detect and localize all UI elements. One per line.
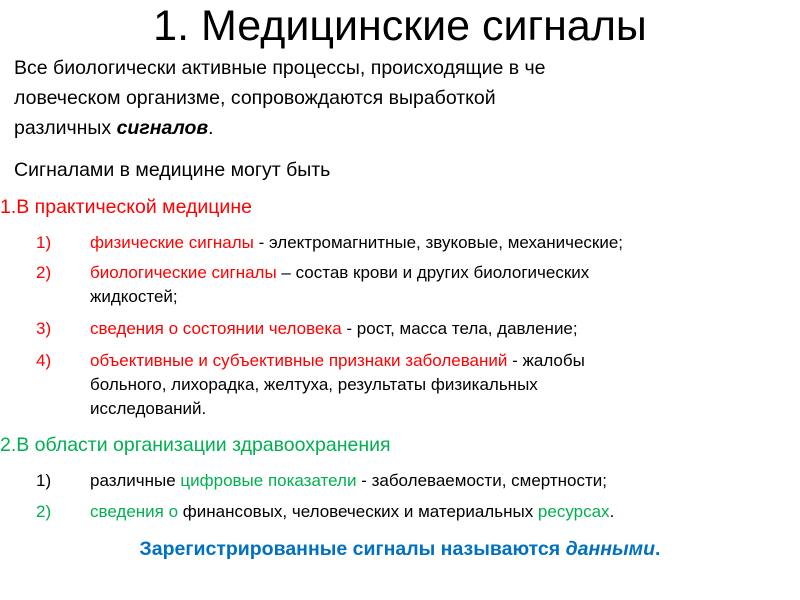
list-item-text [90, 232, 796, 254]
item-rest: – состав крови и других биологических [276, 263, 590, 282]
list-item-number: 2) [36, 502, 52, 521]
list-item-text [90, 470, 796, 492]
intro-line-1: Все биологически активные процессы, происходящие в че [14, 57, 546, 79]
intro-line-2: ловеческом организме, сопровождаются выработкой [14, 87, 496, 109]
intro-emphasis-signals: сигналов [116, 117, 209, 139]
item-part: - заболеваемости, смертности; [356, 471, 607, 490]
conclusion-emphasis: данными [565, 538, 656, 560]
list-item-number: 1) [36, 471, 52, 490]
lead-text: Сигналами в медицине могут быть [14, 159, 331, 181]
list-item-number: 2) [36, 263, 52, 282]
list-item-text [90, 350, 796, 372]
conclusion-text: Зарегистрированные сигналы называются [139, 538, 566, 560]
item-rest: - электромагнитные, звуковые, механические; [253, 233, 624, 252]
intro-suffix: . [208, 117, 214, 139]
item-highlight: сведения о [90, 502, 179, 521]
item-part: финансовых, человеческих и материальных [178, 502, 538, 521]
item-highlight: цифровые показатели [180, 471, 357, 490]
intro-line-3 [14, 115, 794, 141]
slide-title: 1. Медицинские сигналы [153, 2, 647, 50]
list-item-number: 1) [36, 233, 52, 252]
item-rest: - жалобы [507, 351, 585, 370]
section2-heading: 2.В области организации здравоохранения [0, 434, 391, 456]
item-rest: - рост, масса тела, давление; [341, 319, 578, 338]
item-highlight: объективные и субъективные признаки заболеваний [90, 351, 508, 370]
conclusion-end: . [655, 538, 661, 560]
list-item-number: 4) [36, 351, 52, 370]
item-part: различные [90, 471, 181, 490]
list-item-text [90, 501, 796, 523]
item-highlight: сведения о состоянии человека [90, 319, 342, 338]
item-rest-line: жидкостей; [90, 287, 178, 306]
item-highlight: биологические сигналы [90, 263, 277, 282]
item-rest-line: больного, лихорадка, желтуха, результаты физикальных [90, 375, 538, 394]
conclusion [0, 536, 800, 562]
list-item-number: 3) [36, 319, 52, 338]
section1-heading: 1.В практической медицине [0, 196, 252, 218]
item-rest-line: исследований. [90, 399, 207, 418]
item-highlight: физические сигналы [90, 233, 254, 252]
list-item-text [90, 318, 796, 340]
list-item-text [90, 262, 796, 284]
item-highlight: ресурсах [537, 502, 610, 521]
intro-prefix: различных [14, 117, 117, 139]
item-part: . [609, 502, 615, 521]
